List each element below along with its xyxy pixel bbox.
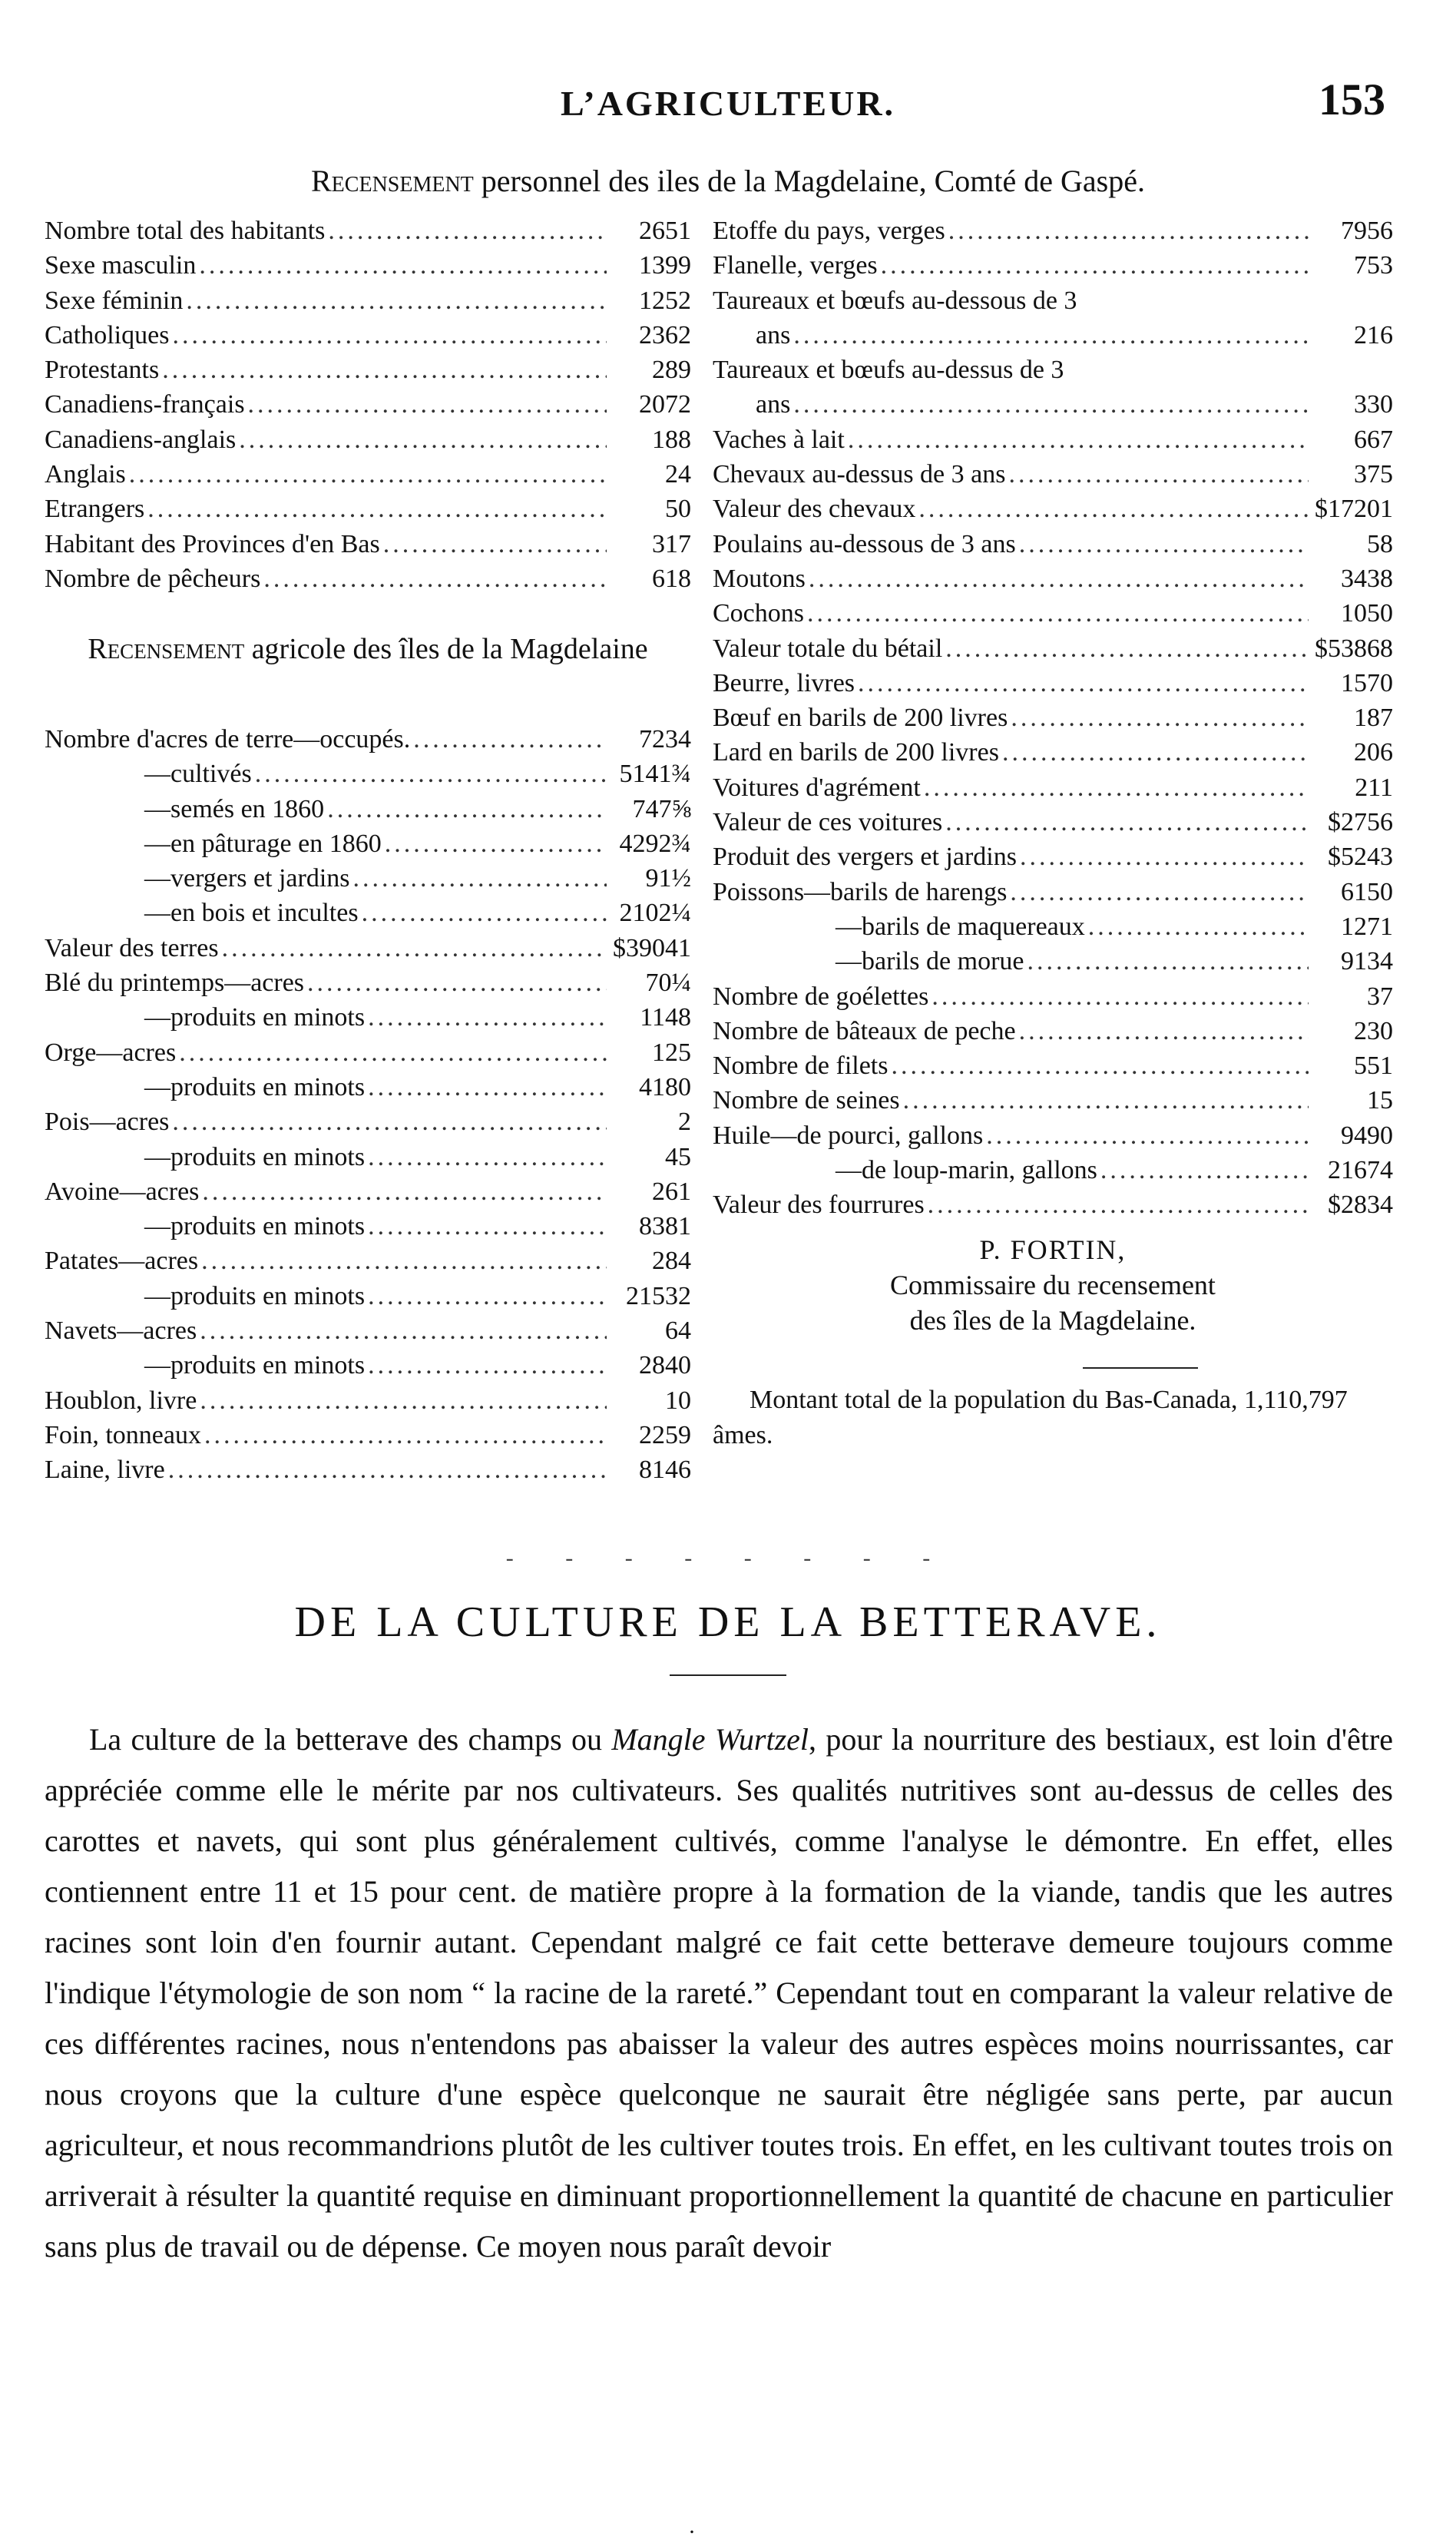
census-label: —semés en 1860 bbox=[144, 794, 325, 823]
census-label: Vaches à lait bbox=[713, 425, 845, 454]
leader-dots bbox=[236, 426, 607, 455]
census-label: Nombre de bâteaux de peche bbox=[713, 1016, 1016, 1045]
leader-dots bbox=[942, 808, 1309, 837]
leader-dots bbox=[806, 565, 1309, 594]
census-label: Sexe féminin bbox=[45, 286, 184, 315]
leader-dots bbox=[1008, 704, 1309, 733]
leader-dots bbox=[410, 725, 607, 754]
leader-dots bbox=[324, 795, 607, 824]
leader-dots bbox=[365, 1351, 607, 1380]
census-title-rest: personnel des iles de la Magdelaine, Comté de Gaspé. bbox=[481, 164, 1145, 198]
census-row bbox=[45, 495, 691, 529]
census-value: 667 bbox=[1354, 425, 1393, 454]
leader-dots bbox=[350, 864, 607, 893]
census-row bbox=[713, 669, 1393, 704]
signature-block bbox=[713, 1232, 1393, 1338]
census-value: 24 bbox=[665, 460, 691, 489]
census-row bbox=[713, 286, 1393, 321]
leader-dots bbox=[945, 217, 1309, 246]
census-value: 551 bbox=[1354, 1052, 1393, 1081]
leader-dots bbox=[1097, 1156, 1309, 1185]
census-value: 1271 bbox=[1341, 912, 1393, 941]
census-row bbox=[45, 864, 691, 899]
census-row bbox=[713, 912, 1393, 947]
census-value: 618 bbox=[652, 564, 691, 593]
section-title: DE LA CULTURE DE LA BETTERAVE. bbox=[294, 1598, 1162, 1646]
census-value: 9490 bbox=[1341, 1121, 1393, 1150]
census-label: Etoffe du pays, verges bbox=[713, 217, 945, 245]
census-label: Lard en barils de 200 livres bbox=[713, 738, 999, 767]
census-value: 10 bbox=[665, 1386, 691, 1415]
census-value: 7234 bbox=[639, 725, 691, 754]
leader-dots bbox=[304, 969, 607, 998]
census-value: 2102¼ bbox=[619, 899, 691, 928]
census-row bbox=[713, 878, 1393, 912]
census-value: $2756 bbox=[1328, 808, 1393, 837]
leader-dots bbox=[245, 390, 607, 419]
census-row bbox=[713, 217, 1393, 251]
census-label: —cultivés bbox=[144, 760, 252, 789]
census-value: 230 bbox=[1354, 1016, 1393, 1045]
census-row bbox=[713, 634, 1393, 669]
census-row bbox=[45, 460, 691, 495]
leader-dots bbox=[915, 495, 1309, 524]
leader-dots bbox=[176, 1038, 607, 1068]
census-label: Foin, tonneaux bbox=[45, 1420, 201, 1449]
census-value: 9134 bbox=[1341, 947, 1393, 976]
census-label: Canadiens-anglais bbox=[45, 425, 237, 454]
census-row bbox=[45, 1456, 691, 1490]
census-value: 375 bbox=[1354, 460, 1393, 489]
census-row bbox=[45, 899, 691, 933]
leader-dots bbox=[382, 830, 607, 859]
signature-title-line1: Commissaire du recensement bbox=[890, 1270, 1216, 1300]
census-row bbox=[713, 704, 1393, 738]
leader-dots bbox=[804, 599, 1309, 628]
census-label: Pois—acres bbox=[45, 1108, 170, 1137]
census-label: —en pâturage en 1860 bbox=[144, 829, 382, 858]
census-row bbox=[45, 1038, 691, 1073]
agricultural-census-heading bbox=[45, 631, 691, 667]
personal-census-list bbox=[45, 217, 691, 599]
census-label: Nombre total des habitants bbox=[45, 217, 326, 245]
census-label: Avoine—acres bbox=[45, 1177, 200, 1206]
census-row bbox=[713, 251, 1393, 286]
separator-dashes: - - - - - - - - bbox=[505, 1545, 954, 1571]
leader-dots bbox=[999, 738, 1309, 767]
census-label: Moutons bbox=[713, 564, 806, 593]
census-row bbox=[713, 356, 1393, 390]
census-value: 1399 bbox=[639, 251, 691, 280]
census-value: 125 bbox=[652, 1038, 691, 1067]
census-label: Taureaux et bœufs au-dessous de 3 bbox=[713, 286, 1077, 315]
leader-dots bbox=[925, 1191, 1309, 1220]
paragraph-text-start: La culture de la betterave des champs ou bbox=[89, 1722, 612, 1757]
census-row bbox=[45, 390, 691, 425]
census-row bbox=[45, 934, 691, 969]
leader-dots bbox=[198, 1247, 607, 1276]
census-row bbox=[45, 1108, 691, 1142]
census-value: $2834 bbox=[1328, 1191, 1393, 1220]
census-row bbox=[45, 1247, 691, 1281]
leader-dots bbox=[365, 1003, 607, 1032]
census-value: 284 bbox=[652, 1247, 691, 1276]
leader-dots bbox=[365, 1073, 607, 1102]
census-row bbox=[713, 773, 1393, 808]
census-value: 330 bbox=[1354, 390, 1393, 419]
census-label: Laine, livre bbox=[45, 1456, 165, 1485]
census-row bbox=[45, 1073, 691, 1108]
census-label: Chevaux au-dessus de 3 ans bbox=[713, 460, 1006, 489]
leader-dots bbox=[325, 217, 607, 246]
census-row bbox=[45, 530, 691, 565]
census-row bbox=[713, 843, 1393, 877]
census-label: Nombre de seines bbox=[713, 1086, 900, 1115]
census-label: Catholiques bbox=[45, 320, 170, 349]
census-label: Nombre de filets bbox=[713, 1052, 888, 1081]
leader-dots bbox=[144, 495, 607, 524]
census-label: Nombre de pêcheurs bbox=[45, 564, 261, 593]
page-header bbox=[0, 74, 1456, 135]
census-row bbox=[713, 1191, 1393, 1225]
census-label: Valeur des chevaux bbox=[713, 495, 916, 524]
census-value: 37 bbox=[1367, 982, 1393, 1011]
census-row bbox=[45, 565, 691, 599]
leader-dots bbox=[126, 460, 607, 489]
census-row bbox=[45, 356, 691, 390]
census-label: Patates—acres bbox=[45, 1247, 199, 1276]
leader-dots bbox=[169, 321, 607, 350]
census-label: Navets—acres bbox=[45, 1317, 197, 1346]
census-label: Anglais bbox=[45, 460, 126, 489]
census-label: Canadiens-français bbox=[45, 390, 245, 419]
census-label: Beurre, livres bbox=[713, 668, 855, 697]
census-value: 15 bbox=[1367, 1086, 1393, 1115]
census-row bbox=[45, 1421, 691, 1456]
leader-dots bbox=[845, 426, 1309, 455]
agri-heading-caps: Recensement bbox=[88, 633, 245, 665]
agricultural-census-list bbox=[45, 725, 691, 1491]
census-value: $53868 bbox=[1315, 634, 1393, 663]
census-label: —produits en minots bbox=[144, 1212, 366, 1241]
leader-dots bbox=[199, 1177, 607, 1207]
leader-dots bbox=[900, 1086, 1309, 1115]
leader-dots bbox=[921, 773, 1309, 803]
census-row bbox=[713, 495, 1393, 529]
section-rule bbox=[670, 1674, 786, 1676]
census-row bbox=[713, 947, 1393, 982]
leader-dots bbox=[201, 1421, 607, 1450]
leader-dots bbox=[380, 530, 607, 559]
census-value: 1050 bbox=[1341, 599, 1393, 628]
leader-dots bbox=[1024, 947, 1309, 976]
census-label: Sexe masculin bbox=[45, 251, 197, 280]
leader-dots bbox=[252, 760, 607, 789]
leader-dots bbox=[1085, 912, 1309, 942]
census-value: 5141¾ bbox=[619, 760, 691, 789]
running-title: L’AGRICULTEUR. bbox=[560, 84, 896, 123]
leader-dots bbox=[888, 1052, 1309, 1081]
census-value: 50 bbox=[665, 495, 691, 524]
census-value: 6150 bbox=[1341, 877, 1393, 906]
census-label: —produits en minots bbox=[144, 1281, 366, 1310]
census-row bbox=[713, 599, 1393, 634]
census-row bbox=[713, 1052, 1393, 1086]
census-label: Protestants bbox=[45, 356, 160, 385]
census-value: 261 bbox=[652, 1177, 691, 1206]
census-label: Voitures d'agrément bbox=[713, 773, 921, 802]
census-value: 4180 bbox=[639, 1072, 691, 1101]
census-label: —en bois et incultes bbox=[144, 899, 359, 928]
census-value: 747⅝ bbox=[632, 794, 691, 823]
census-label: Valeur des fourrures bbox=[713, 1191, 925, 1220]
paragraph-text-rest: , pour la nourriture des bestiaux, est loin d'être appréciée comme elle le mérite par nos cultivateurs. Ses qualités nutritives sont au-dessus de celles des carottes et navets, qui sont plus généralement cultivés, comme l'analyse le démontre. En effet, elles contiennent entre 11 et 15 pour cent. de matière propre à la formation de la viande, tandis que les autres racines sont loin d'en fournir autant. Cependant malgré ce fait cette betterave demeure toujours comme l'indique l'étymologie de son nom “ la racine de la rareté.” Cependant tout en comparant la valeur relative de ces différentes racines, nous n'entendons pas abaisser la valeur des autres espèces moins nourrissantes, car nous croyons que la culture d'une espèce quelconque ne saurait être négligée sans perte, par aucun agriculteur, et nous recommandrions plutôt de les cultiver toutes trois. En effet, en les cultivant toutes trois on arriverait à résulter la quantité requise en diminuant proportionnellement la quantité de chacune en particulier sans plus de travail ou de dépense. Ce moyen nous paraît devoir bbox=[45, 1722, 1393, 2264]
leader-dots bbox=[196, 251, 607, 280]
census-row bbox=[45, 969, 691, 1003]
census-value: 187 bbox=[1354, 704, 1393, 733]
census-label: ans bbox=[756, 320, 791, 349]
census-title-caps: Recensement bbox=[311, 164, 474, 198]
leader-dots bbox=[219, 934, 607, 963]
leader-dots bbox=[790, 321, 1309, 350]
census-row bbox=[713, 565, 1393, 599]
census-value: 21532 bbox=[626, 1281, 691, 1310]
census-value: 70¼ bbox=[645, 969, 691, 998]
census-value: 2362 bbox=[639, 320, 691, 349]
census-label: —produits en minots bbox=[144, 1142, 366, 1171]
census-value: 2840 bbox=[639, 1351, 691, 1380]
census-value: 216 bbox=[1354, 320, 1393, 349]
census-row bbox=[713, 390, 1393, 425]
population-note: Montant total de la population du Bas-Canada, 1,110,797 âmes. bbox=[713, 1386, 1348, 1449]
signature-name: P. FORTIN, bbox=[979, 1234, 1127, 1265]
census-label: Houblon, livre bbox=[45, 1386, 197, 1415]
census-label: Valeur totale du bétail bbox=[713, 634, 943, 663]
census-row bbox=[45, 1386, 691, 1421]
signature-title-line2: des îles de la Magdelaine. bbox=[909, 1305, 1196, 1336]
census-row bbox=[45, 1212, 691, 1247]
census-label: Blé du printemps—acres bbox=[45, 969, 305, 998]
census-row bbox=[45, 1351, 691, 1386]
census-value: 317 bbox=[652, 529, 691, 558]
census-label: Poulains au-dessous de 3 ans bbox=[713, 529, 1016, 558]
census-value: 64 bbox=[665, 1317, 691, 1346]
leader-dots bbox=[359, 899, 607, 928]
census-row bbox=[45, 795, 691, 830]
census-value: 1570 bbox=[1341, 668, 1393, 697]
leader-dots bbox=[260, 565, 607, 594]
census-value: 45 bbox=[665, 1142, 691, 1171]
census-value: 206 bbox=[1354, 738, 1393, 767]
plant-name-italic: Mangle Wurtzel bbox=[611, 1722, 809, 1757]
census-label: —produits en minots bbox=[144, 1351, 366, 1380]
census-value: 2 bbox=[678, 1108, 691, 1137]
census-row bbox=[713, 426, 1393, 460]
census-label: Orge—acres bbox=[45, 1038, 177, 1067]
leader-dots bbox=[1017, 843, 1309, 872]
census-label: —produits en minots bbox=[144, 1003, 366, 1032]
leader-dots bbox=[928, 982, 1309, 1012]
census-label: Bœuf en barils de 200 livres bbox=[713, 704, 1008, 733]
census-label: —produits en minots bbox=[144, 1072, 366, 1101]
census-row bbox=[713, 1086, 1393, 1121]
census-value: 7956 bbox=[1341, 217, 1393, 245]
census-value: 4292¾ bbox=[619, 829, 691, 858]
census-row bbox=[713, 530, 1393, 565]
census-row bbox=[45, 251, 691, 286]
census-row bbox=[45, 1003, 691, 1038]
census-label: Flanelle, verges bbox=[713, 251, 878, 280]
leader-dots bbox=[365, 1282, 607, 1311]
leader-dots bbox=[183, 286, 607, 316]
census-row bbox=[45, 725, 691, 760]
census-row bbox=[45, 1317, 691, 1351]
census-row bbox=[45, 1282, 691, 1317]
leader-dots bbox=[1016, 1017, 1309, 1046]
census-value: 8381 bbox=[639, 1212, 691, 1241]
census-label: Etrangers bbox=[45, 495, 145, 524]
article-paragraph bbox=[45, 1714, 1393, 2272]
census-label: Huile—de pourci, gallons bbox=[713, 1121, 984, 1150]
leader-dots bbox=[1005, 460, 1309, 489]
census-value: 2072 bbox=[639, 390, 691, 419]
census-label: Taureaux et bœufs au-dessus de 3 bbox=[713, 356, 1064, 385]
census-label: ans bbox=[756, 390, 791, 419]
leader-dots bbox=[790, 390, 1309, 419]
census-title bbox=[0, 163, 1456, 199]
census-row bbox=[45, 426, 691, 460]
census-label: Valeur de ces voitures bbox=[713, 808, 943, 837]
census-value: $39041 bbox=[613, 933, 691, 962]
page-mark: · bbox=[688, 2519, 696, 2545]
leader-dots bbox=[1007, 878, 1309, 907]
census-row bbox=[45, 830, 691, 864]
leader-dots bbox=[942, 634, 1309, 664]
census-row bbox=[45, 217, 691, 251]
census-label: Nombre d'acres de terre—occupés. bbox=[45, 725, 411, 754]
agri-heading-rest: agricole des îles de la Magdelaine bbox=[251, 633, 648, 665]
census-row bbox=[45, 760, 691, 794]
leader-dots bbox=[197, 1317, 607, 1346]
census-label: Habitant des Provinces d'en Bas bbox=[45, 529, 380, 558]
census-value: 2259 bbox=[639, 1420, 691, 1449]
census-label: —vergers et jardins bbox=[144, 864, 350, 893]
census-row bbox=[713, 1121, 1393, 1156]
census-value: 1252 bbox=[639, 286, 691, 315]
census-label: Valeur des terres bbox=[45, 933, 219, 962]
census-row bbox=[45, 1177, 691, 1212]
leader-dots bbox=[159, 356, 607, 385]
census-value: $17201 bbox=[1315, 495, 1393, 524]
census-row bbox=[713, 1017, 1393, 1052]
leader-dots bbox=[365, 1143, 607, 1172]
census-row bbox=[45, 321, 691, 356]
census-value: 8146 bbox=[639, 1456, 691, 1485]
census-row bbox=[713, 738, 1393, 773]
leader-dots bbox=[165, 1456, 607, 1485]
census-row bbox=[45, 286, 691, 321]
leader-dots bbox=[855, 669, 1309, 698]
leader-dots bbox=[365, 1212, 607, 1241]
census-value: 2651 bbox=[639, 217, 691, 245]
leader-dots bbox=[878, 251, 1309, 280]
census-label: —barils de maquereaux bbox=[836, 912, 1085, 941]
census-label: —de loup-marin, gallons bbox=[836, 1156, 1097, 1185]
census-row bbox=[713, 808, 1393, 843]
census-label: Produit des vergers et jardins bbox=[713, 843, 1017, 872]
census-row bbox=[713, 982, 1393, 1017]
census-value: 188 bbox=[652, 425, 691, 454]
census-label: Cochons bbox=[713, 599, 804, 628]
leader-dots bbox=[1016, 530, 1309, 559]
livestock-census-list bbox=[713, 217, 1393, 1226]
census-value: 753 bbox=[1354, 251, 1393, 280]
leader-dots bbox=[197, 1386, 607, 1416]
page-number: 153 bbox=[1319, 75, 1385, 124]
census-value: 21674 bbox=[1328, 1156, 1393, 1185]
census-row bbox=[45, 1143, 691, 1177]
census-value: 289 bbox=[652, 356, 691, 385]
census-row bbox=[713, 321, 1393, 356]
census-label: Nombre de goélettes bbox=[713, 982, 929, 1011]
census-row bbox=[713, 460, 1393, 495]
leader-dots bbox=[983, 1121, 1309, 1151]
census-value: 3438 bbox=[1341, 564, 1393, 593]
leader-dots bbox=[169, 1108, 607, 1137]
census-row bbox=[713, 1156, 1393, 1191]
census-value: 1148 bbox=[640, 1003, 691, 1032]
signature-rule bbox=[1083, 1367, 1198, 1369]
census-value: 91½ bbox=[645, 864, 691, 893]
census-label: —barils de morue bbox=[836, 947, 1024, 976]
census-label: Poissons—barils de harengs bbox=[713, 877, 1008, 906]
census-value: 211 bbox=[1355, 773, 1393, 802]
census-value: 58 bbox=[1367, 529, 1393, 558]
census-value: $5243 bbox=[1328, 843, 1393, 872]
